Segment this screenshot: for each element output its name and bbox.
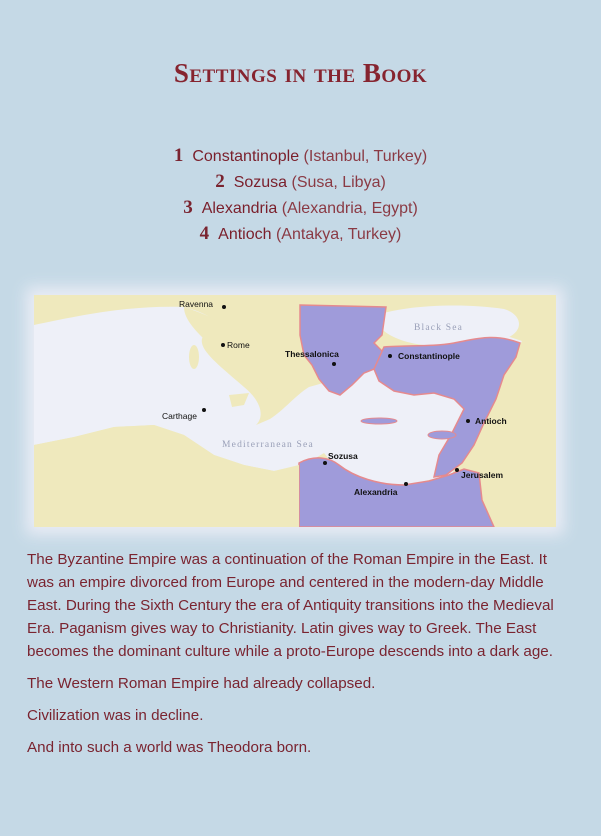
city-dot	[404, 482, 408, 486]
city-label-antioch: Antioch	[475, 416, 507, 426]
city-dot	[202, 408, 206, 412]
setting-item	[0, 169, 601, 195]
city-dot	[388, 354, 392, 358]
settings-list	[0, 143, 601, 247]
city-dot	[332, 362, 336, 366]
city-dot	[466, 419, 470, 423]
setting-number: 1	[173, 145, 184, 166]
city-label-sozusa: Sozusa	[328, 451, 358, 461]
sea-label-black-sea: Black Sea	[414, 323, 464, 333]
setting-number: 4	[199, 223, 210, 244]
city-dot	[455, 468, 459, 472]
paragraph: The Byzantine Empire was a continuation of the Roman Empire in the East. It was an empire divorced from Europe and centered in the modern-day Middle East. During the Sixth Century the era of Antiquity transitions into the Medieval Era. Paganism gives way to Christianity. Latin gives way to Greek. The East becomes the dominant culture while a proto-Europe descends into a dark age.	[27, 551, 554, 660]
setting-item	[0, 221, 601, 247]
city-label-rome: Rome	[227, 340, 250, 350]
setting-name: Constantinople	[192, 148, 300, 165]
setting-item	[0, 195, 601, 221]
setting-number: 3	[183, 197, 193, 218]
byzantine-empire-map	[34, 295, 556, 527]
sea-label-mediterranean: Mediterranean Sea	[222, 440, 314, 450]
setting-modern-name: (Istanbul, Turkey)	[303, 148, 428, 165]
city-dot	[221, 343, 225, 347]
page-title: Settings in the Book	[173, 58, 428, 88]
city-label-constantinople: Constantinople	[398, 351, 460, 361]
sardinia-shape	[189, 345, 199, 369]
city-dot	[323, 461, 327, 465]
setting-item	[0, 143, 601, 169]
city-label-jerusalem: Jerusalem	[461, 470, 504, 480]
city-label-carthage: Carthage	[162, 411, 197, 421]
setting-modern-name: (Antakya, Turkey)	[275, 226, 402, 243]
setting-name: Antioch	[218, 226, 272, 243]
paragraph: And into such a world was Theodora born.	[27, 739, 312, 756]
city-label-thessalonica: Thessalonica	[285, 349, 339, 359]
cyprus-shape	[428, 431, 456, 439]
city-dot	[222, 305, 226, 309]
city-label-ravenna: Ravenna	[179, 299, 214, 309]
setting-modern-name: (Alexandria, Egypt)	[281, 200, 418, 217]
body-text	[27, 548, 572, 768]
paragraph: The Western Roman Empire had already collapsed.	[27, 675, 376, 692]
setting-name: Alexandria	[201, 200, 278, 217]
setting-name: Sozusa	[233, 174, 288, 191]
paragraph: Civilization was in decline.	[27, 707, 204, 724]
setting-modern-name: (Susa, Libya)	[291, 174, 386, 191]
city-label-alexandria: Alexandria	[354, 487, 398, 497]
map-svg	[34, 295, 556, 527]
setting-number: 2	[215, 171, 225, 192]
crete-shape	[361, 418, 397, 424]
